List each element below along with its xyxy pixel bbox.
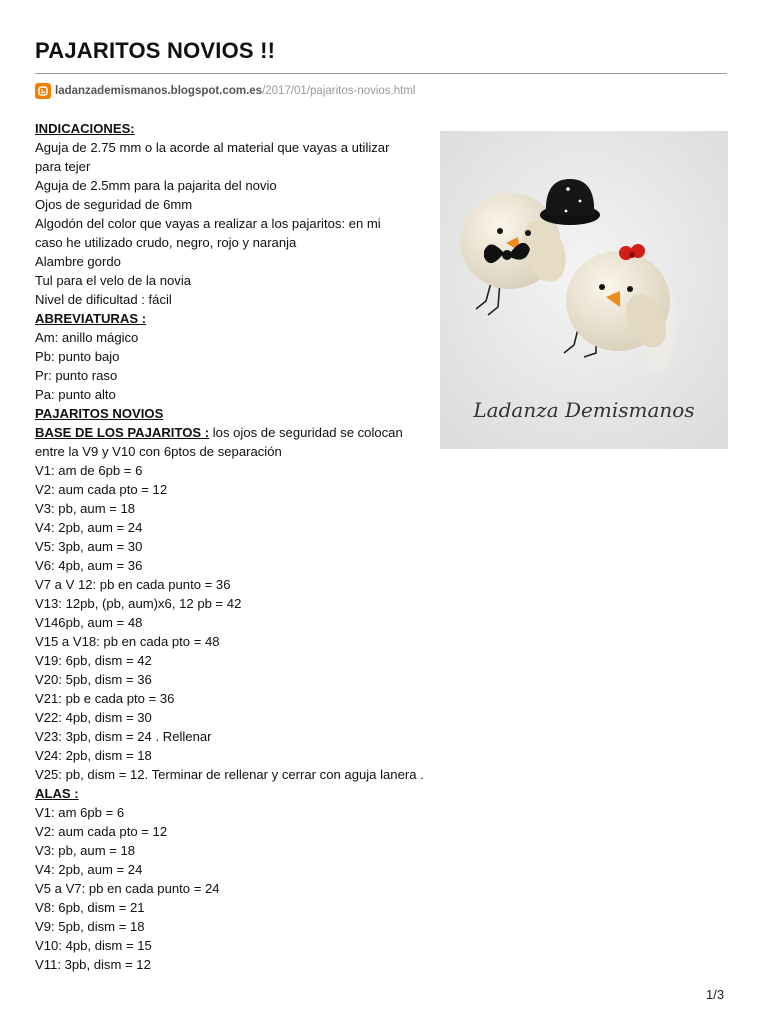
indicaciones-line: Ojos de seguridad de 6mm — [35, 197, 193, 212]
base-round: V24: 2pb, dism = 18 — [35, 748, 152, 763]
indicaciones-line: Aguja de 2.75 mm o la acorde al material que vayas a utilizar para tejer — [35, 140, 390, 174]
abreviaturas-line: Pb: punto bajo — [35, 349, 120, 364]
alas-round: V9: 5pb, dism = 18 — [35, 919, 145, 934]
base-round: V6: 4pb, aum = 36 — [35, 558, 143, 573]
page-title: PAJARITOS NOVIOS !! — [35, 38, 276, 63]
alas-heading: ALAS : — [35, 786, 79, 801]
alas-round: V3: pb, aum = 18 — [35, 843, 136, 858]
alas-round: V4: 2pb, aum = 24 — [35, 862, 143, 877]
alas-round: V8: 6pb, dism = 21 — [35, 900, 145, 915]
indicaciones-heading: INDICACIONES: — [35, 121, 135, 136]
abreviaturas-heading: ABREVIATURAS : — [35, 311, 147, 326]
indicaciones-line: Tul para el velo de la novia — [35, 273, 192, 288]
base-round: V7 a V 12: pb en cada punto = 36 — [35, 577, 231, 592]
base-heading: BASE DE LOS PAJARITOS : — [35, 425, 210, 440]
source-link[interactable] — [35, 82, 415, 100]
photo-watermark: Ladanza Demismanos — [473, 398, 695, 422]
base-round: V25: pb, dism = 12. Terminar de rellenar y cerrar con aguja lanera . — [35, 767, 424, 782]
base-round: V5: 3pb, aum = 30 — [35, 539, 143, 554]
base-paragraph — [35, 423, 425, 461]
alas-round: V10: 4pb, dism = 15 — [35, 938, 152, 953]
alas-round: V11: 3pb, dism = 12 — [35, 957, 151, 972]
title-divider — [35, 73, 727, 74]
pajaritos-heading: PAJARITOS NOVIOS — [35, 406, 164, 421]
source-path[interactable]: /2017/01/pajaritos-novios.html — [262, 85, 416, 97]
alas-round: V1: am 6pb = 6 — [35, 805, 125, 820]
blogger-icon — [35, 83, 51, 99]
indicaciones-line: Algodón del color que vayas a realizar a los pajaritos: en mi caso he utilizado crudo, negro, rojo y naranja — [35, 216, 381, 250]
source-domain[interactable]: ladanzademismanos.blogspot.com.es — [55, 85, 263, 97]
abreviaturas-line: Pr: punto raso — [35, 368, 118, 383]
base-round: V13: 12pb, (pb, aum)x6, 12 pb = 42 — [35, 596, 242, 611]
base-round: V2: aum cada pto = 12 — [35, 482, 168, 497]
base-round: V23: 3pb, dism = 24 . Rellenar — [35, 729, 212, 744]
base-round: V22: 4pb, dism = 30 — [35, 710, 152, 725]
recipe-content — [35, 119, 445, 974]
base-round: V20: 5pb, dism = 36 — [35, 672, 152, 687]
abreviaturas-line: Am: anillo mágico — [35, 330, 139, 345]
indicaciones-line: Aguja de 2.5mm para la pajarita del novio — [35, 178, 277, 193]
base-round: V3: pb, aum = 18 — [35, 501, 136, 516]
indicaciones-line: Nivel de dificultad : fácil — [35, 292, 172, 307]
base-round: V21: pb e cada pto = 36 — [35, 691, 175, 706]
alas-round: V2: aum cada pto = 12 — [35, 824, 168, 839]
page-number: 1/3 — [706, 987, 725, 1002]
base-round: V19: 6pb, dism = 42 — [35, 653, 152, 668]
amigurumi-photo — [440, 131, 728, 449]
base-intro: los ojos de seguridad se colocan entre la V9 y V10 con 6ptos de separación — [35, 425, 403, 459]
base-round: V15 a V18: pb en cada pto = 48 — [35, 634, 220, 649]
alas-round: V5 a V7: pb en cada punto = 24 — [35, 881, 220, 896]
base-round: V146pb, aum = 48 — [35, 615, 143, 630]
birds-illustration — [440, 131, 728, 449]
base-round: V4: 2pb, aum = 24 — [35, 520, 143, 535]
base-round: V1: am de 6pb = 6 — [35, 463, 143, 478]
abreviaturas-line: Pa: punto alto — [35, 387, 116, 402]
indicaciones-line: Alambre gordo — [35, 254, 121, 269]
